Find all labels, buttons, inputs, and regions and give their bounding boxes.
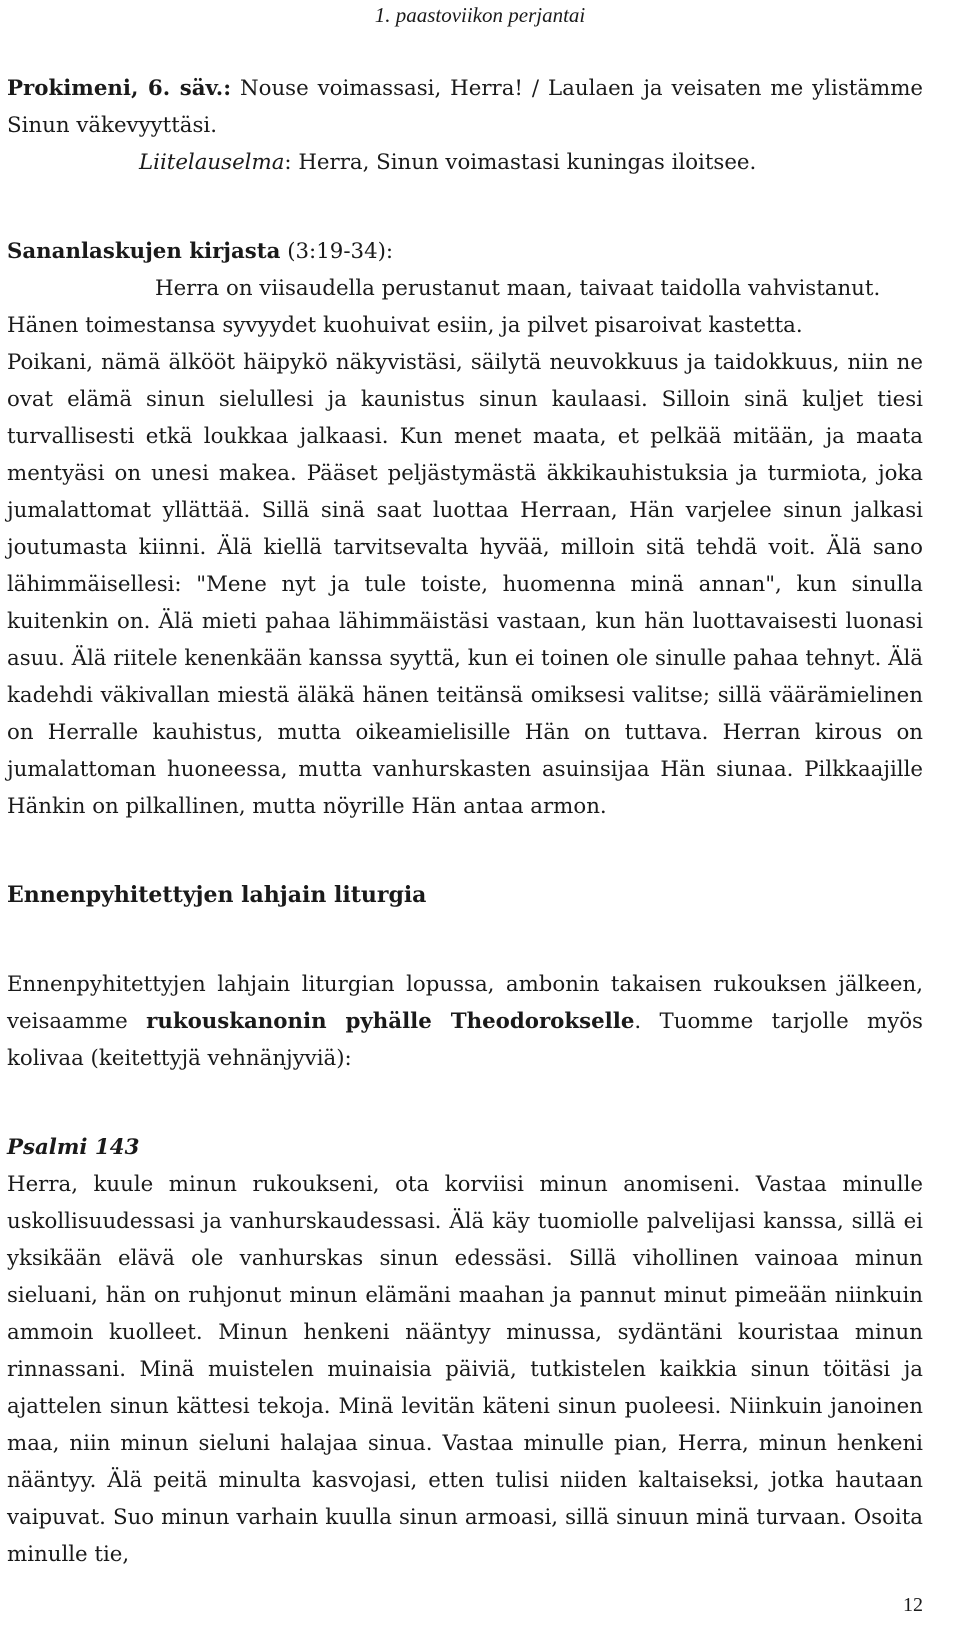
spacer <box>7 914 923 966</box>
spacer <box>7 1077 923 1129</box>
liturgy-bold-text: rukouskanonin pyhälle Theodorokselle <box>146 1009 635 1034</box>
liturgy-paragraph <box>7 966 923 1077</box>
spacer <box>7 825 923 877</box>
verse-paragraph <box>7 144 923 181</box>
verse-label: Liitelauselma <box>139 150 285 175</box>
reading-line-1: Herra on viisaudella perustanut maan, taivaat taidolla vahvistanut. <box>155 276 881 301</box>
spacer <box>7 181 923 233</box>
prokimeni-label: Prokimeni, 6. säv. <box>7 76 224 101</box>
psalm-paragraph: Herra, kuule minun rukoukseni, ota korviisi minun anomiseni. Vastaa minulle uskollisuudessasi ja vanhurskaudessasi. Älä käy tuomiolle palvelijasi kanssa, sillä ei yksikään elävä ole vanhurskas sinun edessäsi. Sillä vihollinen vainoaa minun sieluani, hän on ruhjonut minun elämäni maahan ja pannut minut pimeään niinkuin ammoin kuolleet. Minun henkeni nääntyy minussa, sydäntäni kouristaa minun rinnassani. Minä muistelen muinaisia päiviä, tutkistelen kaikkia sinun töitäsi ja ajattelen sinun kättesi tekoja. Minä levitän käteni sinun puoleesi. Niinkuin janoinen maa, niin minun sieluni halajaa sinua. Vastaa minulle pian, Herra, minun henkeni nääntyy. Älä peitä minulta kasvojasi, etten tulisi niiden kaltaiseksi, jotka hautaan vaipuvat. Suo minun varhain kuulla sinun armoasi, sillä sinuun minä turvaan. Osoita minulle tie, <box>7 1172 923 1567</box>
prokimeni-paragraph <box>7 70 923 144</box>
prokimeni-text: Nouse voimassasi, Herra! / Laulaen ja veisaten me ylistämme Sinun väkevyyttäsi. <box>7 76 923 138</box>
reading-line-2: Hänen toimestansa syvyydet kuohuivat esiin, ja pilvet pisaroivat kastetta. <box>7 313 803 338</box>
page-number: 12 <box>903 1594 923 1616</box>
verse-text: : Herra, Sinun voimastasi kuningas iloitsee. <box>284 150 757 175</box>
running-header: 1. paastoviikon perjantai <box>374 3 586 27</box>
document-body <box>7 70 923 1573</box>
liturgy-text-before: Ennenpyhitettyjen lahjain liturgian lopussa, ambonin takaisen rukouksen jälkeen, veisaamme <box>7 972 923 1034</box>
liturgy-text-after: . Tuomme tarjolle myös kolivaa (keitettyjä vehnänjyviä): <box>7 1009 923 1071</box>
reading-reference: (3:19-34): <box>280 239 394 264</box>
reading-heading <box>7 233 923 270</box>
reading-title: Sananlaskujen kirjasta <box>7 239 281 264</box>
liturgy-heading: Ennenpyhitettyjen lahjain liturgia <box>7 882 427 908</box>
prokimeni-colon: : <box>223 76 232 101</box>
reading-paragraph: Poikani, nämä älkööt häipykö näkyvistäsi, säilytä neuvokkuus ja taidokkuus, niin ne ovat elämä sinun sielullesi ja kaunistus sinun kaulaasi. Silloin sinä kuljet tiesi turvallisesti etkä loukkaa jalkaasi. Kun menet maata, et pelkää mitään, ja maata mentyäsi on unesi makea. Pääset peljästymästä äkkikauhistuksia ja turmiota, joka jumalattomat yllättää. Sillä sinä saat luottaa Herraan, Hän varjelee sinun jalkasi joutumasta kiinni. Älä kiellä tarvitsevalta hyvää, milloin sitä tehdä voit. Älä sano lähimmäisellesi: "Mene nyt ja tule toiste, huomenna minä annan", kun sinulla kuitenkin on. Älä mieti pahaa lähimmäistäsi vastaan, kun hän luottavaisesti luonasi asuu. Älä riitele kenenkään kanssa syyttä, kun ei toinen ole sinulle pahaa tehnyt. Älä kadehdi väkivallan miestä äläkä hänen teitänsä omiksesi valitse; sillä väärämielinen on Herralle kauhistus, mutta oikeamielisille Hän on tuttava. Herran kirous on jumalattoman huoneessa, mutta vanhurskasten asuinsijaa Hän siunaa. Pilkkaajille Hänkin on pilkallinen, mutta nöyrille Hän antaa armon. <box>7 350 924 819</box>
psalm-title: Psalmi 143 <box>7 1135 140 1160</box>
